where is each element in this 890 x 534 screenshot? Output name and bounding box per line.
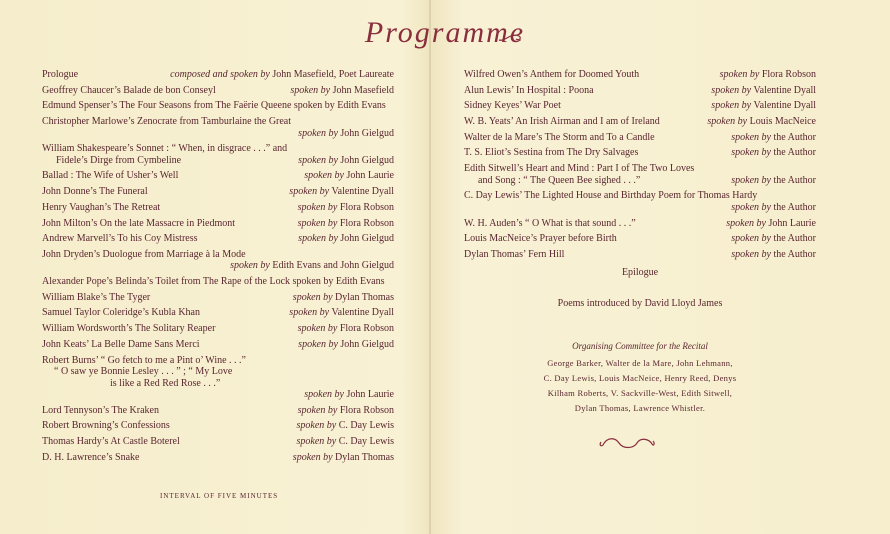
poem-title: Dylan Thomas’ Fern Hill (464, 248, 565, 260)
performer-credit (711, 85, 816, 97)
performer-name: Flora Robson (339, 217, 394, 229)
credit-verb: spoken by (297, 217, 338, 229)
poem-title: T. S. Eliot’s Sestina from The Dry Salvages (464, 147, 639, 159)
poem-title: Geoffrey Chaucer’s Balade de bon Conseyl (42, 84, 216, 96)
performer-name: C. Day Lewis (338, 436, 394, 448)
committee-line: C. Day Lewis, Louis MacNeice, Henry Reed, Denys (543, 373, 737, 383)
performer-credit (289, 307, 394, 319)
programme-entry (464, 132, 816, 144)
programme-entry (464, 249, 816, 261)
programme-entry (464, 190, 816, 213)
performer-credit (298, 202, 394, 214)
performer-name: John Gielgud (340, 338, 394, 350)
poem-title: Alun Lewis’ In Hospital : Poona (464, 84, 594, 96)
credit-verb: spoken by (296, 436, 337, 448)
credit-verb: spoken by (304, 170, 344, 182)
committee-line: George Barker, Walter de la Mare, John Lehmann, (547, 358, 733, 368)
credit-verb: spoken by (298, 233, 338, 245)
programme-entry (42, 233, 394, 245)
performer-name: Valentine Dyall (331, 307, 394, 319)
credit-verb: spoken by (292, 451, 333, 463)
performer-credit (42, 128, 394, 140)
performer-name: Flora Robson (339, 404, 394, 416)
programme-entry (464, 218, 816, 230)
programme-column-right (464, 69, 816, 265)
credit-verb: spoken by (711, 100, 752, 112)
interval-note: INTERVAL OF FIVE MINUTES (160, 492, 279, 500)
poem-title: W. H. Auden’s “ O What is that sound . . .” (464, 217, 636, 229)
committee-heading: Organising Committee for the Recital (572, 341, 708, 351)
credit-verb: spoken by (707, 116, 748, 128)
poem-title: John Donne’s The Funeral (42, 186, 148, 198)
poem-title: Edmund Spenser’s The Four Seasons from The Faërie Queene spoken by Edith Evans (42, 100, 386, 112)
performer-name: John Masefield (332, 84, 394, 96)
programme-entry (42, 339, 394, 351)
performer-credit (707, 116, 816, 128)
performer-credit (711, 100, 816, 112)
programme-entry (42, 249, 394, 272)
poem-title: Henry Vaughan’s The Retreat (42, 201, 161, 213)
credit-verb: spoken by (297, 201, 338, 213)
performer-name: Flora Robson (339, 201, 394, 213)
credit-verb: spoken by (731, 174, 771, 186)
poem-title: Wilfred Owen’s Anthem for Doomed Youth (464, 69, 640, 80)
committee-list (490, 356, 790, 416)
credit-verb: spoken by (731, 233, 771, 245)
performer-name: the Author (773, 131, 816, 143)
programme-entry (42, 405, 394, 417)
programme-entry (464, 147, 816, 159)
programme-entry (42, 100, 394, 112)
programme-entry (464, 85, 816, 97)
performer-credit (290, 85, 394, 97)
poem-title: William Blake’s The Tyger (42, 291, 151, 303)
programme-entry (42, 116, 394, 139)
performer-name: Dylan Thomas (335, 291, 394, 303)
performer-credit (289, 186, 394, 198)
performer-name: John Laurie (346, 170, 394, 182)
poem-title-continued: “ O saw ye Bonnie Lesley . . . ” ; “ My Love (54, 366, 233, 377)
programme-entry (42, 307, 394, 319)
programme-entry (42, 420, 394, 432)
poem-title: D. H. Lawrence’s Snake (42, 451, 140, 463)
programme-entry (42, 186, 394, 198)
poem-title: Samuel Taylor Coleridge’s Kubla Khan (42, 307, 200, 319)
programme-entry (42, 276, 394, 288)
poem-title: Christopher Marlowe’s Zenocrate from Tamburlaine the Great (42, 116, 292, 128)
performer-name: Dylan Thomas (335, 451, 394, 463)
performer-credit (731, 249, 816, 261)
programme-entry (42, 436, 394, 448)
credit-verb: spoken by (304, 389, 344, 400)
performer-credit (731, 175, 816, 187)
programme-column-left (42, 69, 394, 467)
credit-verb: spoken by (297, 323, 338, 335)
poem-title: Edith Sitwell’s Heart and Mind : Part I of The Two Loves (464, 163, 695, 175)
performer-credit (298, 405, 394, 417)
credit-verb: spoken by (298, 127, 338, 139)
programme-entry (42, 170, 394, 182)
programme-entry (42, 292, 394, 304)
programme-entry (42, 323, 394, 335)
performer-name: Valentine Dyall (753, 84, 816, 96)
credit-verb: spoken by (726, 217, 766, 229)
performer-credit (298, 155, 394, 167)
poem-title-continued: Fidele’s Dirge from Cymbeline (56, 154, 182, 166)
programme-entry (464, 163, 816, 186)
poem-title: William Shakespeare’s Sonnet : “ When, in disgrace . . .” and (42, 143, 288, 155)
performer-credit (304, 170, 394, 182)
credit-verb: spoken by (290, 84, 331, 96)
poem-title: C. Day Lewis’ The Lighted House and Birthday Poem for Thomas Hardy (464, 190, 758, 202)
credit-verb: spoken by (731, 147, 771, 159)
performer-name: John Laurie (346, 389, 394, 400)
programme-entry (464, 100, 816, 112)
credit-verb: spoken by (719, 69, 760, 80)
performer-credit (42, 389, 394, 401)
performer-credit (293, 292, 394, 304)
performer-credit (731, 132, 816, 144)
performer-credit (42, 260, 394, 272)
performer-name: the Author (773, 147, 816, 159)
performer-credit (298, 323, 394, 335)
programme-entry (42, 85, 394, 97)
programme-entry (42, 143, 394, 166)
performer-credit (298, 233, 394, 245)
programme-entry (42, 202, 394, 214)
performer-name: John Gielgud (340, 127, 394, 139)
performer-name: Flora Robson (761, 69, 816, 80)
performer-credit (464, 202, 816, 214)
performer-name: John Gielgud (340, 233, 394, 245)
programme-entry (42, 355, 394, 401)
credit-verb: spoken by (296, 420, 337, 432)
poem-title-continued: is like a Red Red Rose . . .” (110, 377, 221, 389)
poem-title: Andrew Marvell’s To his Coy Mistress (42, 233, 198, 245)
poem-title: John Keats’ La Belle Dame Sans Merci (42, 338, 200, 350)
programme-entry (42, 69, 394, 81)
performer-name: Valentine Dyall (331, 186, 394, 198)
performer-name: C. Day Lewis (338, 420, 394, 432)
programme-entry (464, 233, 816, 245)
performer-name: the Author (773, 248, 816, 260)
credit-verb: spoken by (297, 404, 338, 416)
poem-title: John Dryden’s Duologue from Marriage à la Mode (42, 248, 246, 260)
performer-credit (297, 436, 395, 448)
poem-title: John Milton’s On the late Massacre in Piedmont (42, 217, 236, 229)
poem-title: William Wordsworth’s The Solitary Reaper (42, 323, 216, 335)
committee-line: Dylan Thomas, Lawrence Whistler. (574, 403, 706, 413)
poem-title: Ballad : The Wife of Usher’s Well (42, 170, 179, 182)
page-title: Programme (364, 16, 526, 49)
performer-name: the Author (773, 201, 816, 213)
performer-credit (293, 452, 394, 464)
credit-verb: spoken by (731, 131, 771, 143)
credit-verb: spoken by (298, 154, 338, 166)
programme-entry (464, 116, 816, 128)
performer-credit (298, 218, 394, 230)
poem-title: Robert Browning’s Confessions (42, 420, 170, 432)
performer-name: John Laurie (768, 217, 816, 229)
credit-verb: spoken by (289, 186, 330, 198)
introduced-by: Poems introduced by David Lloyd James (557, 298, 723, 309)
credit-verb: spoken by (731, 248, 771, 260)
poem-title: Thomas Hardy’s At Castle Boterel (42, 436, 180, 448)
poem-title: Walter de la Mare’s The Storm and To a Candle (464, 131, 655, 143)
credit-verb: spoken by (289, 307, 330, 319)
performer-credit (731, 147, 816, 159)
epilogue-heading: Epilogue (621, 267, 659, 278)
programme-entry (42, 452, 394, 464)
poem-title: W. B. Yeats’ An Irish Airman and I am of Ireland (464, 116, 660, 128)
credit-verb: composed and spoken by (170, 69, 270, 80)
performer-name: the Author (773, 233, 816, 245)
performer-credit (726, 218, 816, 230)
credit-verb: spoken by (298, 338, 338, 350)
poem-title: Sidney Keyes’ War Poet (464, 100, 561, 112)
flourish-ornament-icon (597, 435, 657, 451)
poem-title: Lord Tennyson’s The Kraken (42, 404, 159, 416)
performer-credit (298, 339, 394, 351)
performer-credit (170, 69, 394, 81)
performer-name: Flora Robson (339, 323, 394, 335)
performer-name: Louis MacNeice (749, 116, 816, 128)
performer-name: Valentine Dyall (753, 100, 816, 112)
title-swash-icon (497, 30, 525, 44)
performer-name: John Gielgud (340, 154, 394, 166)
credit-verb: spoken by (230, 260, 270, 272)
page-fold (429, 0, 431, 534)
performer-name: Edith Evans and John Gielgud (272, 260, 394, 272)
performer-name: the Author (773, 174, 816, 186)
poem-title: Prologue (42, 69, 79, 80)
credit-verb: spoken by (711, 84, 752, 96)
committee-line: Kilham Roberts, V. Sackville-West, Edith Sitwell, (547, 388, 733, 398)
performer-credit (731, 233, 816, 245)
performer-name: John Masefield, Poet Laureate (272, 69, 394, 80)
performer-credit (297, 420, 395, 432)
credit-verb: spoken by (292, 291, 333, 303)
credit-verb: spoken by (731, 201, 771, 213)
programme-entry (42, 218, 394, 230)
poem-title-continued: and Song : “ The Queen Bee sighed . . .” (478, 174, 641, 186)
performer-credit (720, 69, 816, 81)
programme-entry (464, 69, 816, 81)
poem-title: Alexander Pope’s Belinda’s Toilet from The Rape of the Lock spoken by Edith Evans (42, 276, 385, 288)
poem-title: Louis MacNeice’s Prayer before Birth (464, 233, 617, 245)
poem-title: Robert Burns’ “ Go fetch to me a Pint o’ Wine . . .” (42, 354, 246, 366)
